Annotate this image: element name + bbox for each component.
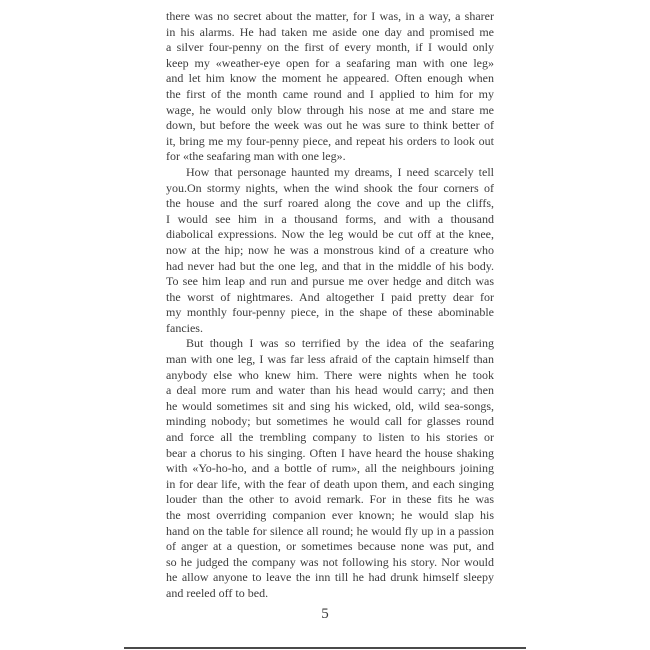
text-line: you.On stormy nights, when the wind shook the four corners of — [166, 180, 494, 195]
text-line: diabolical expressions. Now the leg would be cut off at the knee, — [166, 227, 494, 242]
text-line: he would sometimes sit and sing his wicked, old, wild sea-songs, — [166, 398, 494, 413]
text-line: with «Yo-ho-ho, and a bottle of rum», all the neighbours joining — [166, 461, 494, 476]
text-line: minding nobody; but sometimes he would call for glasses round — [166, 414, 494, 429]
text-line: How that personage haunted my dreams, I need scarcely tell — [186, 164, 494, 179]
text-line: in his alarms. He had taken me aside one day and promised me — [166, 24, 494, 39]
text-line: the worst of nightmares. And altogether I paid pretty dear for — [166, 289, 494, 304]
text-line: in for dear life, with the fear of death upon them, and each singing — [166, 476, 494, 491]
text-line: man with one leg, I was far less afraid of the captain himself than — [166, 352, 494, 367]
text-line: so he judged the company was not following his story. Nor would — [166, 554, 494, 569]
page-number: 5 — [321, 606, 329, 622]
text-line: my monthly four-penny piece, in the shape of these abominable — [166, 305, 494, 320]
text-line: it, bring me my four-penny piece, and repeat his orders to look out — [166, 133, 494, 148]
text-line: had never had but the one leg, and that in the middle of his body. — [166, 258, 494, 273]
text-line: for «the seafaring man with one leg». — [166, 149, 346, 164]
text-line: anybody else who knew him. There were nights when he took — [166, 367, 494, 382]
text-line: of anger at a question, or sometimes because none was put, and — [166, 539, 494, 554]
text-line: down, but before the week was out he was sure to think better of — [166, 118, 494, 133]
paragraph — [166, 9, 494, 165]
paragraph — [166, 336, 494, 601]
text-line: the house and the surf roared along the cove and up the cliffs, — [166, 196, 494, 211]
bottom-divider — [124, 647, 526, 649]
text-line: the first of the month came round and I applied to him for my — [166, 86, 494, 101]
text-line: there was no secret about the matter, for I was, in a way, a sharer — [166, 9, 494, 23]
text-line: keep my «weather-eye open for a seafaring man with one leg» — [166, 55, 494, 70]
text-line: now at the hip; now he was a monstrous kind of a creature who — [166, 242, 494, 257]
text-line: a silver four-penny on the first of every month, if I would only — [166, 40, 494, 55]
text-line: he allow anyone to leave the inn till he had drunk himself sleepy — [166, 570, 494, 585]
text-line: To see him leap and run and pursue me over hedge and ditch was — [166, 274, 494, 289]
text-line: wage, he would only blow through his nose at me and stare me — [166, 102, 494, 117]
text-line: and force all the trembling company to listen to his stories or — [166, 430, 494, 445]
text-line: But though I was so terrified by the idea of the seafaring — [186, 336, 494, 351]
text-line: the most overriding companion ever known; he would slap his — [166, 508, 494, 522]
paragraph — [166, 165, 494, 337]
text-line: and let him know the moment he appeared. Often enough when — [166, 71, 494, 86]
text-line: hand on the table for silence all round; he would fly up in a passion — [166, 523, 494, 538]
text-line: and reeled off to bed. — [166, 585, 269, 600]
text-line: louder than the other to avoid remark. For in these fits he was — [166, 492, 494, 507]
text-line: a deal more rum and water than his head would carry; and then — [166, 383, 494, 398]
page-body-text — [166, 9, 494, 602]
text-line: fancies. — [166, 320, 203, 335]
text-line: I would see him in a thousand forms, and with a thousand — [166, 211, 494, 226]
text-line: bear a chorus to his singing. Often I have heard the house shaking — [166, 445, 494, 460]
